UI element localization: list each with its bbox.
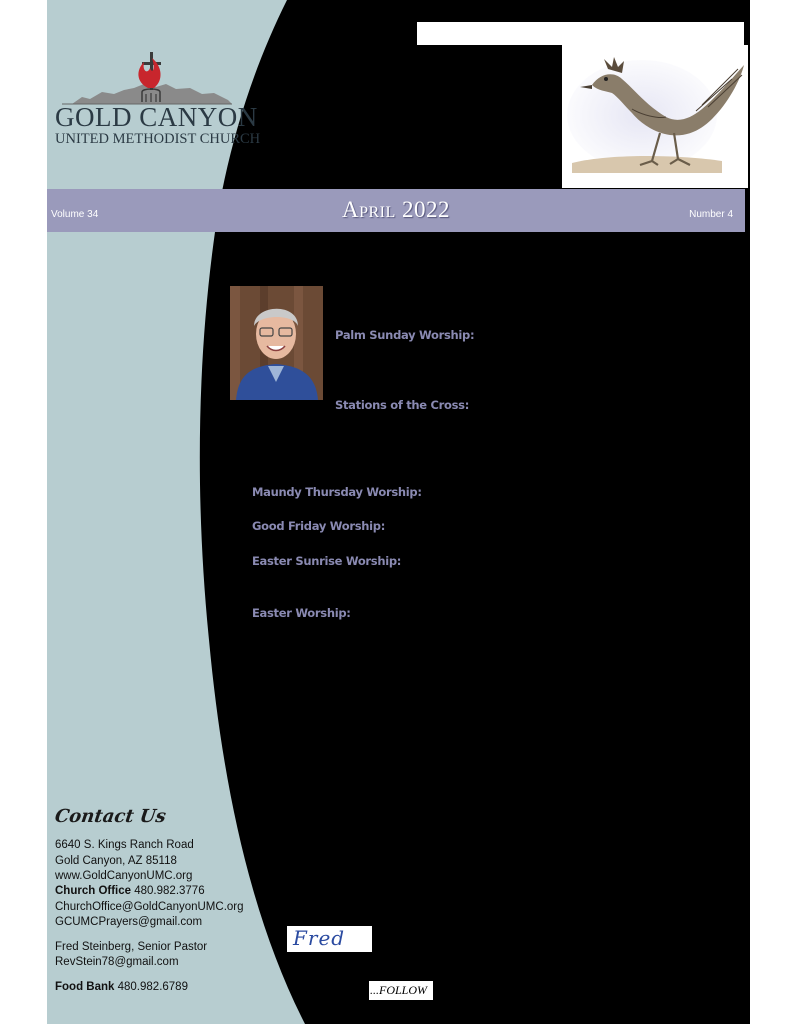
title-box <box>417 22 744 45</box>
contact-website-link[interactable]: www.GoldCanyonUMC.org <box>55 870 193 882</box>
follow-continuation <box>369 981 433 1000</box>
roadrunner-icon <box>562 45 748 188</box>
number-label: Number 4 <box>689 209 733 220</box>
contact-address-line2: Gold Canyon, AZ 85118 <box>55 855 177 867</box>
contact-address-line1: 6640 S. Kings Ranch Road <box>55 839 194 851</box>
issue-banner <box>47 189 745 232</box>
roadrunner-illustration <box>562 45 748 188</box>
church-office-label: Church Office <box>55 885 132 897</box>
event-easter-sunrise: Easter Sunrise Worship: <box>252 554 402 568</box>
contact-office-email[interactable]: ChurchOffice@GoldCanyonUMC.org <box>55 901 244 913</box>
event-stations-of-cross: Stations of the Cross: <box>335 398 470 412</box>
food-bank-phone[interactable]: 480.982.6789 <box>117 981 188 993</box>
issue-month: April 2022 <box>341 197 451 222</box>
newsletter-page <box>47 0 750 1024</box>
pastor-photo <box>230 286 323 400</box>
church-name: GOLD CANYON <box>55 102 258 132</box>
event-maundy-thursday: Maundy Thursday Worship: <box>252 485 422 499</box>
event-good-friday: Good Friday Worship: <box>252 519 385 533</box>
contact-heading: Contact Us <box>53 806 168 827</box>
church-office-phone[interactable]: 480.982.3776 <box>134 885 205 897</box>
pastor-signature <box>287 926 372 952</box>
contact-food-bank <box>55 981 188 993</box>
contact-pastor-name: Fred Steinberg, Senior Pastor <box>55 941 208 953</box>
cross-and-flame-icon <box>62 52 232 104</box>
signature-text: Fred <box>293 926 346 950</box>
food-bank-label: Food Bank <box>55 981 115 993</box>
contact-church-office <box>55 885 205 897</box>
event-palm-sunday: Palm Sunday Worship: <box>335 328 475 342</box>
contact-pastor-email[interactable]: RevStein78@gmail.com <box>55 956 179 968</box>
follow-text: ...FOLLOW <box>370 983 428 997</box>
church-subtitle: UNITED METHODIST CHURCH <box>55 131 261 147</box>
event-easter-worship: Easter Worship: <box>252 606 351 620</box>
contact-prayers-email[interactable]: GCUMCPrayers@gmail.com <box>55 916 203 928</box>
pastor-portrait-icon <box>230 286 323 400</box>
volume-label: Volume 34 <box>51 209 99 220</box>
